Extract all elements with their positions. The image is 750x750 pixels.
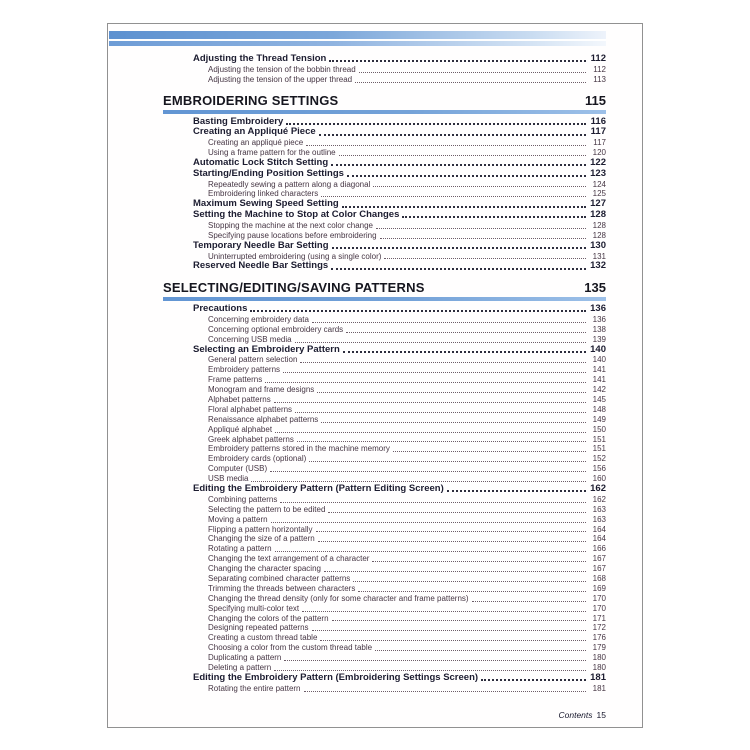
- dot-leader: [324, 571, 586, 572]
- toc-entry-label: Maximum Sewing Speed Setting: [193, 198, 339, 210]
- toc-entry[interactable]: [208, 495, 606, 505]
- toc-entry-page-number: 171: [592, 613, 606, 623]
- dot-leader: [331, 164, 586, 166]
- dot-leader: [331, 268, 586, 270]
- dot-leader: [346, 332, 586, 333]
- dot-leader: [358, 591, 586, 592]
- toc-entry-label: Repeatedly sewing a pattern along a diagonal: [208, 179, 371, 189]
- toc-entry-label: Moving a pattern: [208, 514, 268, 524]
- toc-entry-page-number: 156: [592, 464, 606, 474]
- dot-leader: [359, 72, 586, 73]
- toc-entry-page-number: 131: [592, 251, 606, 261]
- dot-leader: [316, 531, 586, 532]
- dot-leader: [328, 512, 586, 513]
- toc-entry[interactable]: [208, 515, 606, 525]
- toc-entry[interactable]: [208, 180, 606, 190]
- toc-entry-label: Reserved Needle Bar Settings: [193, 260, 329, 272]
- dot-leader: [302, 611, 586, 612]
- toc-entry-page-number: 128: [592, 230, 606, 240]
- dot-leader: [332, 247, 586, 249]
- dot-leader: [309, 461, 586, 462]
- dot-leader: [251, 481, 586, 482]
- toc-entry-page-number: 140: [592, 355, 606, 365]
- dot-leader: [318, 541, 586, 542]
- toc-entry-page-number: 172: [592, 623, 606, 633]
- dot-leader: [321, 196, 586, 197]
- toc-entry-label: Changing the character spacing: [208, 564, 321, 574]
- header-gradient-bar-top: [109, 31, 606, 39]
- toc-entry-label: Adjusting the tension of the bobbin thread: [208, 64, 356, 74]
- toc-entry-label: Automatic Lock Stitch Setting: [193, 156, 329, 168]
- dot-leader: [270, 471, 586, 472]
- dot-leader: [402, 216, 586, 218]
- toc-entry-label: Creating an Appliqué Piece: [193, 126, 316, 138]
- dot-leader: [339, 155, 586, 156]
- toc-entry-page-number: 166: [592, 544, 606, 554]
- toc-entry-page-number: 167: [592, 564, 606, 574]
- toc-entry-label: Changing the size of a pattern: [208, 534, 315, 544]
- toc-entry[interactable]: [208, 614, 606, 624]
- toc-entry-label: Editing the Embroidery Pattern (Embroidering Settings Screen): [193, 671, 479, 683]
- toc-entry-label: Duplicating a pattern: [208, 653, 282, 663]
- toc-entry-page-number: 148: [592, 404, 606, 414]
- page-footer: [559, 710, 607, 720]
- toc-entry-label: Separating combined character patterns: [208, 573, 351, 583]
- header-gradient-bar-bottom: [109, 41, 606, 46]
- dot-leader: [295, 342, 586, 343]
- section-underline-bar: [163, 297, 606, 301]
- toc-entry[interactable]: [193, 127, 606, 138]
- toc-entry[interactable]: [208, 464, 606, 474]
- toc-entry-label: Using a frame pattern for the outline: [208, 148, 336, 158]
- dot-leader: [332, 620, 586, 621]
- toc-entry-page-number: 150: [592, 424, 606, 434]
- toc-entry-label: Specifying pause locations before embroidering: [208, 230, 377, 240]
- toc-entry-page-number: 170: [592, 603, 606, 613]
- toc-entry-page-number: 164: [592, 524, 606, 534]
- toc-entry-page-number: 116: [590, 115, 606, 127]
- toc-entry-page-number: 112: [590, 53, 606, 64]
- toc-entry-label: Starting/Ending Position Settings: [193, 167, 344, 179]
- toc-entry-page-number: 117: [593, 138, 606, 148]
- toc-entry[interactable]: [208, 355, 606, 365]
- toc-entry[interactable]: [208, 623, 606, 633]
- toc-entry-page-number: 163: [592, 514, 606, 524]
- dot-leader: [355, 82, 586, 83]
- toc-entry-page-number: 124: [592, 179, 606, 189]
- toc-entry-page-number: 112: [593, 64, 606, 74]
- dot-leader: [353, 581, 586, 582]
- toc-entry[interactable]: [208, 425, 606, 435]
- toc-entry-label: Embroidery cards (optional): [208, 454, 307, 464]
- dot-leader: [275, 432, 586, 433]
- toc-entry[interactable]: [208, 325, 606, 335]
- toc-entry[interactable]: [193, 261, 606, 272]
- toc-entry[interactable]: [208, 385, 606, 395]
- toc-entry-label: Changing the text arrangement of a character: [208, 554, 370, 564]
- page-header-decoration: [109, 31, 606, 46]
- toc-entry-label: Rotating a pattern: [208, 544, 272, 554]
- toc-entry-label: Selecting an Embroidery Pattern: [193, 343, 340, 355]
- dot-leader: [472, 601, 586, 602]
- toc-entry[interactable]: [208, 221, 606, 231]
- toc-entry-label: Changing the thread density (only for some character and frame patterns): [208, 593, 469, 603]
- dot-leader: [321, 422, 586, 423]
- toc-entry-page-number: 127: [590, 198, 606, 210]
- toc-entry[interactable]: [208, 365, 606, 375]
- toc-entry-page-number: 149: [592, 414, 606, 424]
- toc-entry-label: Floral alphabet patterns: [208, 404, 293, 414]
- dot-leader: [384, 258, 586, 259]
- dot-leader: [300, 362, 586, 363]
- toc-entry-label: Flipping a pattern horizontally: [208, 524, 313, 534]
- toc-entry-label: Temporary Needle Bar Setting: [193, 239, 329, 251]
- toc-entry-page-number: 113: [593, 74, 606, 84]
- toc-entry-page-number: 181: [590, 671, 606, 683]
- dot-leader: [393, 451, 586, 452]
- dot-leader: [284, 660, 586, 661]
- toc-entry[interactable]: [208, 395, 606, 405]
- dot-leader: [250, 310, 586, 312]
- toc-entry-label: Setting the Machine to Stop at Color Changes: [193, 209, 400, 221]
- toc-entry[interactable]: [193, 484, 606, 495]
- toc-entry-page-number: 179: [592, 643, 606, 653]
- toc-entry-page-number: 142: [592, 385, 606, 395]
- toc-entry[interactable]: [208, 444, 606, 454]
- toc-entry-page-number: 136: [592, 314, 606, 324]
- toc-entry[interactable]: [208, 415, 606, 425]
- toc-entry-label: USB media: [208, 474, 249, 484]
- dot-leader: [297, 441, 586, 442]
- dot-leader: [319, 134, 586, 136]
- toc-entry-page-number: 122: [590, 156, 606, 168]
- dot-leader: [372, 561, 586, 562]
- dot-leader: [347, 175, 586, 177]
- toc-entry-page-number: 128: [592, 220, 606, 230]
- dot-leader: [343, 351, 586, 353]
- toc-entry-page-number: 151: [592, 444, 606, 454]
- toc-entry[interactable]: [193, 304, 606, 315]
- toc-content: [108, 54, 642, 694]
- toc-entry-label: Stopping the machine at the next color change: [208, 220, 373, 230]
- dot-leader: [265, 382, 586, 383]
- toc-entry[interactable]: [208, 315, 606, 325]
- toc-entry-label: Greek alphabet patterns: [208, 434, 294, 444]
- dot-leader: [312, 630, 586, 631]
- footer-page-number: 15: [596, 710, 606, 720]
- toc-entry-label: Renaissance alphabet patterns: [208, 414, 319, 424]
- dot-leader: [380, 238, 586, 239]
- toc-entry-label: Deleting a pattern: [208, 662, 272, 672]
- toc-entry-page-number: 151: [592, 434, 606, 444]
- dot-leader: [375, 650, 586, 651]
- toc-entry-label: Embroidering linked characters: [208, 189, 319, 199]
- toc-entry[interactable]: [208, 633, 606, 643]
- toc-entry-page-number: 160: [592, 474, 606, 484]
- toc-entry[interactable]: [208, 454, 606, 464]
- toc-entry-page-number: 180: [592, 662, 606, 672]
- toc-entry-label: Adjusting the tension of the upper thread: [208, 74, 353, 84]
- manual-toc-page: [107, 23, 643, 728]
- toc-entry-page-number: 125: [592, 189, 606, 199]
- toc-entry-label: Designing repeated patterns: [208, 623, 309, 633]
- toc-entry-label: Creating an appliqué piece: [208, 138, 304, 148]
- toc-entry-label: Appliqué alphabet: [208, 424, 273, 434]
- toc-entry[interactable]: [193, 169, 606, 180]
- toc-entry-page-number: 138: [592, 324, 606, 334]
- toc-entry[interactable]: [208, 375, 606, 385]
- toc-entry[interactable]: [208, 405, 606, 415]
- toc-entry-label: Embroidery patterns stored in the machine memory: [208, 444, 390, 454]
- toc-entry[interactable]: [208, 554, 606, 564]
- toc-entry-label: Basting Embroidery: [193, 115, 284, 127]
- toc-entry[interactable]: [193, 241, 606, 252]
- toc-entry-label: Uninterrupted embroidering (using a single color): [208, 251, 382, 261]
- section-page-number: 115: [585, 92, 606, 108]
- section-title: SELECTING/EDITING/SAVING PATTERNS: [163, 280, 425, 296]
- toc-entry-page-number: 139: [592, 334, 606, 344]
- toc-entry[interactable]: [208, 594, 606, 604]
- toc-entry-label: Choosing a color from the custom thread table: [208, 643, 373, 653]
- dot-leader: [274, 670, 586, 671]
- toc-entry-page-number: 169: [592, 583, 606, 593]
- toc-section-header-group: [163, 280, 606, 301]
- toc-entry[interactable]: [208, 684, 606, 694]
- dot-leader: [275, 551, 586, 552]
- toc-entry-page-number: 170: [592, 593, 606, 603]
- dot-leader: [342, 206, 586, 208]
- toc-entry-page-number: 162: [590, 483, 606, 495]
- toc-entry[interactable]: [208, 534, 606, 544]
- toc-entry-page-number: 181: [592, 683, 606, 693]
- toc-entry-label: Computer (USB): [208, 464, 268, 474]
- toc-entry-page-number: 168: [592, 573, 606, 583]
- dot-leader: [283, 372, 586, 373]
- toc-entry[interactable]: [208, 604, 606, 614]
- toc-entry-page-number: 164: [592, 534, 606, 544]
- toc-entry-page-number: 120: [592, 148, 606, 158]
- section-underline-bar: [163, 110, 606, 114]
- dot-leader: [306, 145, 586, 146]
- dot-leader: [320, 640, 586, 641]
- toc-entry-page-number: 152: [592, 454, 606, 464]
- toc-entry[interactable]: [208, 653, 606, 663]
- toc-entry[interactable]: [208, 138, 606, 148]
- toc-entry-page-number: 162: [592, 494, 606, 504]
- toc-entry[interactable]: [208, 544, 606, 554]
- toc-entry[interactable]: [208, 505, 606, 515]
- toc-entry-label: General pattern selection: [208, 355, 298, 365]
- toc-entry[interactable]: [208, 525, 606, 535]
- toc-entry[interactable]: [193, 54, 606, 65]
- toc-entry[interactable]: [208, 435, 606, 445]
- dot-leader: [373, 186, 586, 187]
- toc-entry-label: Monogram and frame designs: [208, 385, 315, 395]
- toc-entry-label: Concerning optional embroidery cards: [208, 324, 344, 334]
- toc-entry-label: Frame patterns: [208, 375, 263, 385]
- dot-leader: [481, 679, 586, 681]
- toc-entry[interactable]: [193, 673, 606, 684]
- toc-entry-page-number: 140: [590, 343, 606, 355]
- toc-entry-page-number: 130: [590, 239, 606, 251]
- toc-entry-label: Creating a custom thread table: [208, 633, 318, 643]
- toc-entry[interactable]: [208, 584, 606, 594]
- toc-entry[interactable]: [208, 75, 606, 85]
- dot-leader: [312, 322, 586, 323]
- dot-leader: [271, 522, 586, 523]
- toc-entry[interactable]: [208, 643, 606, 653]
- dot-leader: [329, 60, 586, 62]
- toc-entry-page-number: 163: [592, 504, 606, 514]
- toc-entry-label: Changing the colors of the pattern: [208, 613, 329, 623]
- toc-entry[interactable]: [193, 210, 606, 221]
- toc-entry-page-number: 128: [590, 209, 606, 221]
- toc-entry-label: Embroidery patterns: [208, 365, 281, 375]
- toc-entry-page-number: 132: [590, 260, 606, 272]
- toc-entry[interactable]: [208, 65, 606, 75]
- toc-entry-label: Concerning USB media: [208, 334, 292, 344]
- dot-leader: [274, 402, 586, 403]
- section-page-number: 135: [584, 280, 606, 296]
- toc-entry[interactable]: [208, 564, 606, 574]
- toc-entry-page-number: 180: [592, 653, 606, 663]
- dot-leader: [280, 502, 586, 503]
- toc-entry-page-number: 145: [592, 395, 606, 405]
- toc-entry-page-number: 167: [592, 554, 606, 564]
- toc-entry-page-number: 136: [590, 303, 606, 315]
- dot-leader: [304, 691, 586, 692]
- dot-leader: [447, 490, 586, 492]
- toc-entry-label: Trimming the threads between characters: [208, 583, 356, 593]
- toc-entry-label: Combining patterns: [208, 494, 278, 504]
- toc-entry[interactable]: [208, 574, 606, 584]
- toc-entry-label: Specifying multi-color text: [208, 603, 300, 613]
- section-title: EMBROIDERING SETTINGS: [163, 92, 339, 108]
- dot-leader: [317, 392, 586, 393]
- toc-entry-label: Alphabet patterns: [208, 395, 271, 405]
- toc-entry-label: Adjusting the Thread Tension: [193, 53, 327, 64]
- toc-section-header[interactable]: [163, 280, 606, 295]
- toc-entry-label: Concerning embroidery data: [208, 314, 309, 324]
- toc-entry-label: Selecting the pattern to be edited: [208, 504, 326, 514]
- toc-entry-page-number: 117: [590, 126, 606, 138]
- toc-entry-page-number: 176: [592, 633, 606, 643]
- toc-entry[interactable]: [193, 345, 606, 356]
- toc-entry-page-number: 141: [592, 375, 606, 385]
- dot-leader: [376, 228, 586, 229]
- toc-entry-label: Rotating the entire pattern: [208, 683, 301, 693]
- toc-entry-label: Editing the Embroidery Pattern (Pattern Editing Screen): [193, 483, 444, 495]
- dot-leader: [286, 123, 586, 125]
- toc-entry-label: Precautions: [193, 303, 248, 315]
- dot-leader: [295, 412, 586, 413]
- toc-section-header-group: [163, 93, 606, 114]
- toc-section-header[interactable]: [163, 93, 606, 108]
- toc-entry-page-number: 123: [590, 167, 606, 179]
- toc-entry-page-number: 141: [592, 365, 606, 375]
- footer-contents-label: Contents: [558, 710, 593, 720]
